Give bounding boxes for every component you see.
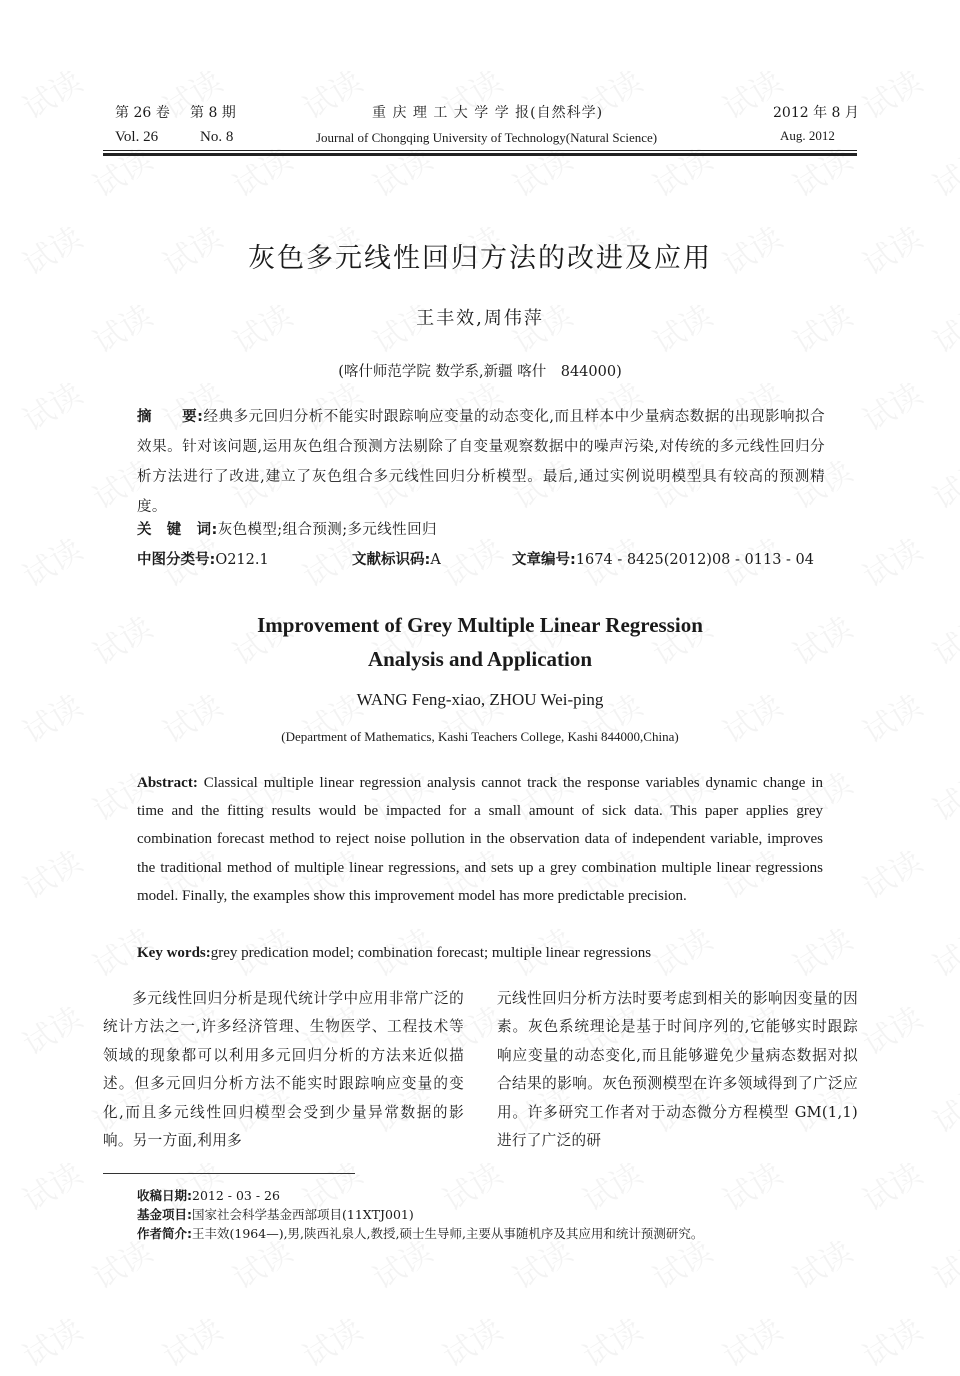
received-label: 收稿日期: (137, 1188, 192, 1203)
watermark-text (713, 1305, 789, 1376)
clc-label: 中图分类号: (137, 552, 216, 568)
affiliation-cn: (喀什师范学院 数学系,新疆 喀什 844000) (338, 364, 622, 380)
watermark-text (853, 1149, 929, 1220)
watermark-text (13, 993, 89, 1064)
paper-title-cn: 灰色多元线性回归方法的改进及应用 (248, 243, 712, 274)
body-column-left: 多元线性回归分析是现代统计学中应用非常广泛的统计方法之一,许多经济管理、生物医学、工程技术等领域的现象都可以利用多元回归分析的方法来近似描述。但多元回归分析方法不能实时跟踪响应变量的变化,而且多元线性回归模型会受到少量异常数据的影响。另一方面,利用多 (103, 990, 464, 1150)
watermark-text (853, 1305, 929, 1376)
volume-en: Vol. 26 (115, 129, 159, 145)
watermark-text (923, 447, 960, 518)
date-cn: 2012 年 8 月 (773, 105, 859, 121)
watermark-text (573, 1305, 649, 1376)
keywords-en (137, 939, 823, 967)
abstract-en-text: Classical multiple linear regression analysis cannot track the response variables dynamic change in time and the fitting results would be impacted for a small amount of sick data. This paper applies grey combination forecast method to reject noise pollution in the observation data of independent variable, improves the traditional method of multiple linear regressions, and sets up a grey combination multiple linear regressions model. Finally, the examples show this improvement model has more predictable precision. (137, 775, 823, 904)
fund-label: 基金项目: (137, 1207, 192, 1222)
watermark-text (433, 1305, 509, 1376)
document-code (352, 548, 441, 569)
watermark-text (783, 1227, 859, 1298)
date-en: Aug. 2012 (780, 128, 835, 143)
footnote-author (137, 1225, 703, 1243)
abstract-en (137, 769, 823, 910)
watermark-text (923, 915, 960, 986)
header-rule-thin (103, 150, 857, 151)
article-number (512, 548, 814, 569)
issue-en: No. 8 (200, 129, 234, 145)
author-bio-label: 作者简介: (137, 1226, 192, 1241)
issue-cn: 第 8 期 (190, 105, 236, 121)
header-rule-thick (103, 153, 857, 156)
watermark-text (853, 993, 929, 1064)
author-bio-value: 王丰效(1964—),男,陕西礼泉人,教授,硕士生导师,主要从事随机序及其应用和统计预测研究。 (192, 1226, 704, 1241)
affiliation-en: (Department of Mathematics, Kashi Teachers College, Kashi 844000,China) (281, 729, 679, 744)
footnote-rule (103, 1173, 355, 1174)
watermark-text (13, 57, 89, 128)
watermark-text (13, 525, 89, 596)
keywords-cn-text: 灰色模型;组合预测;多元线性回归 (217, 522, 437, 538)
watermark-text (573, 1149, 649, 1220)
watermark-text (223, 135, 299, 206)
watermark-text (853, 837, 929, 908)
volume-cn: 第 26 卷 (115, 105, 170, 121)
keywords-cn (137, 515, 825, 545)
abstract-en-label: Abstract: (137, 775, 198, 791)
authors-en: WANG Feng-xiao, ZHOU Wei-ping (356, 690, 604, 709)
watermark-text (153, 1305, 229, 1376)
clc-number (137, 548, 269, 569)
journal-name-cn: 重 庆 理 工 大 学 学 报(自然科学) (372, 105, 604, 121)
keywords-en-label: Key words: (137, 945, 211, 961)
watermark-text (293, 57, 369, 128)
paper-title-en-line1: Improvement of Grey Multiple Linear Regression (257, 613, 703, 637)
article-number-value: 1674 - 8425(2012)08 - 0113 - 04 (575, 552, 814, 568)
watermark-text (433, 1149, 509, 1220)
article-number-label: 文章编号: (512, 552, 576, 568)
authors-cn: 王丰效,周伟萍 (416, 308, 544, 329)
abstract-cn (137, 402, 825, 522)
watermark-text (713, 1149, 789, 1220)
watermark-text (293, 1305, 369, 1376)
watermark-text (923, 135, 960, 206)
footnote-received (137, 1187, 280, 1205)
fund-value: 国家社会科学基金西部项目(11XTJ001) (192, 1207, 414, 1222)
abstract-cn-label: 摘 要: (137, 409, 204, 425)
watermark-text (13, 1149, 89, 1220)
keywords-en-text: grey predication model; combination forecast; multiple linear regressions (210, 945, 652, 961)
watermark-text (853, 57, 929, 128)
clc-value: O212.1 (215, 552, 269, 568)
abstract-cn-text: 经典多元回归分析不能实时跟踪响应变量的动态变化,而且样本中少量病态数据的出现影响拟合效果。针对该问题,运用灰色组合预测方法剔除了自变量观察数据中的噪声污染,对传统的多元线性回归分析方法进行了改进,建立了灰色组合多元线性回归分析模型。最后,通过实例说明模型具有较高的预测精度。 (137, 409, 825, 515)
doc-code-value: A (430, 552, 441, 568)
watermark-text (853, 525, 929, 596)
paper-title-en-line2: Analysis and Application (367, 647, 593, 671)
doc-code-label: 文献标识码: (352, 552, 431, 568)
body-column-right: 元线性回归分析方法时要考虑到相关的影响因变量的因素。灰色系统理论是基于时间序列的,它能够实时跟踪响应变量的动态变化,而且能够避免少量病态数据对拟合结果的影响。灰色预测模型在许多领域得到了广泛应用。许多研究工作者对于动态微分方程模型 GM(1,1)进行了广泛的研 (497, 990, 858, 1150)
watermark-text (923, 1227, 960, 1298)
watermark-text (783, 135, 859, 206)
footnote-fund (137, 1206, 414, 1224)
watermark-text (923, 1071, 960, 1142)
keywords-cn-label: 关 键 词: (137, 522, 218, 538)
watermark-text (13, 837, 89, 908)
watermark-text (923, 759, 960, 830)
watermark-text (13, 1305, 89, 1376)
received-value: 2012 - 03 - 26 (192, 1188, 280, 1203)
journal-name-en: Journal of Chongqing University of Technology(Natural Science) (316, 130, 658, 145)
